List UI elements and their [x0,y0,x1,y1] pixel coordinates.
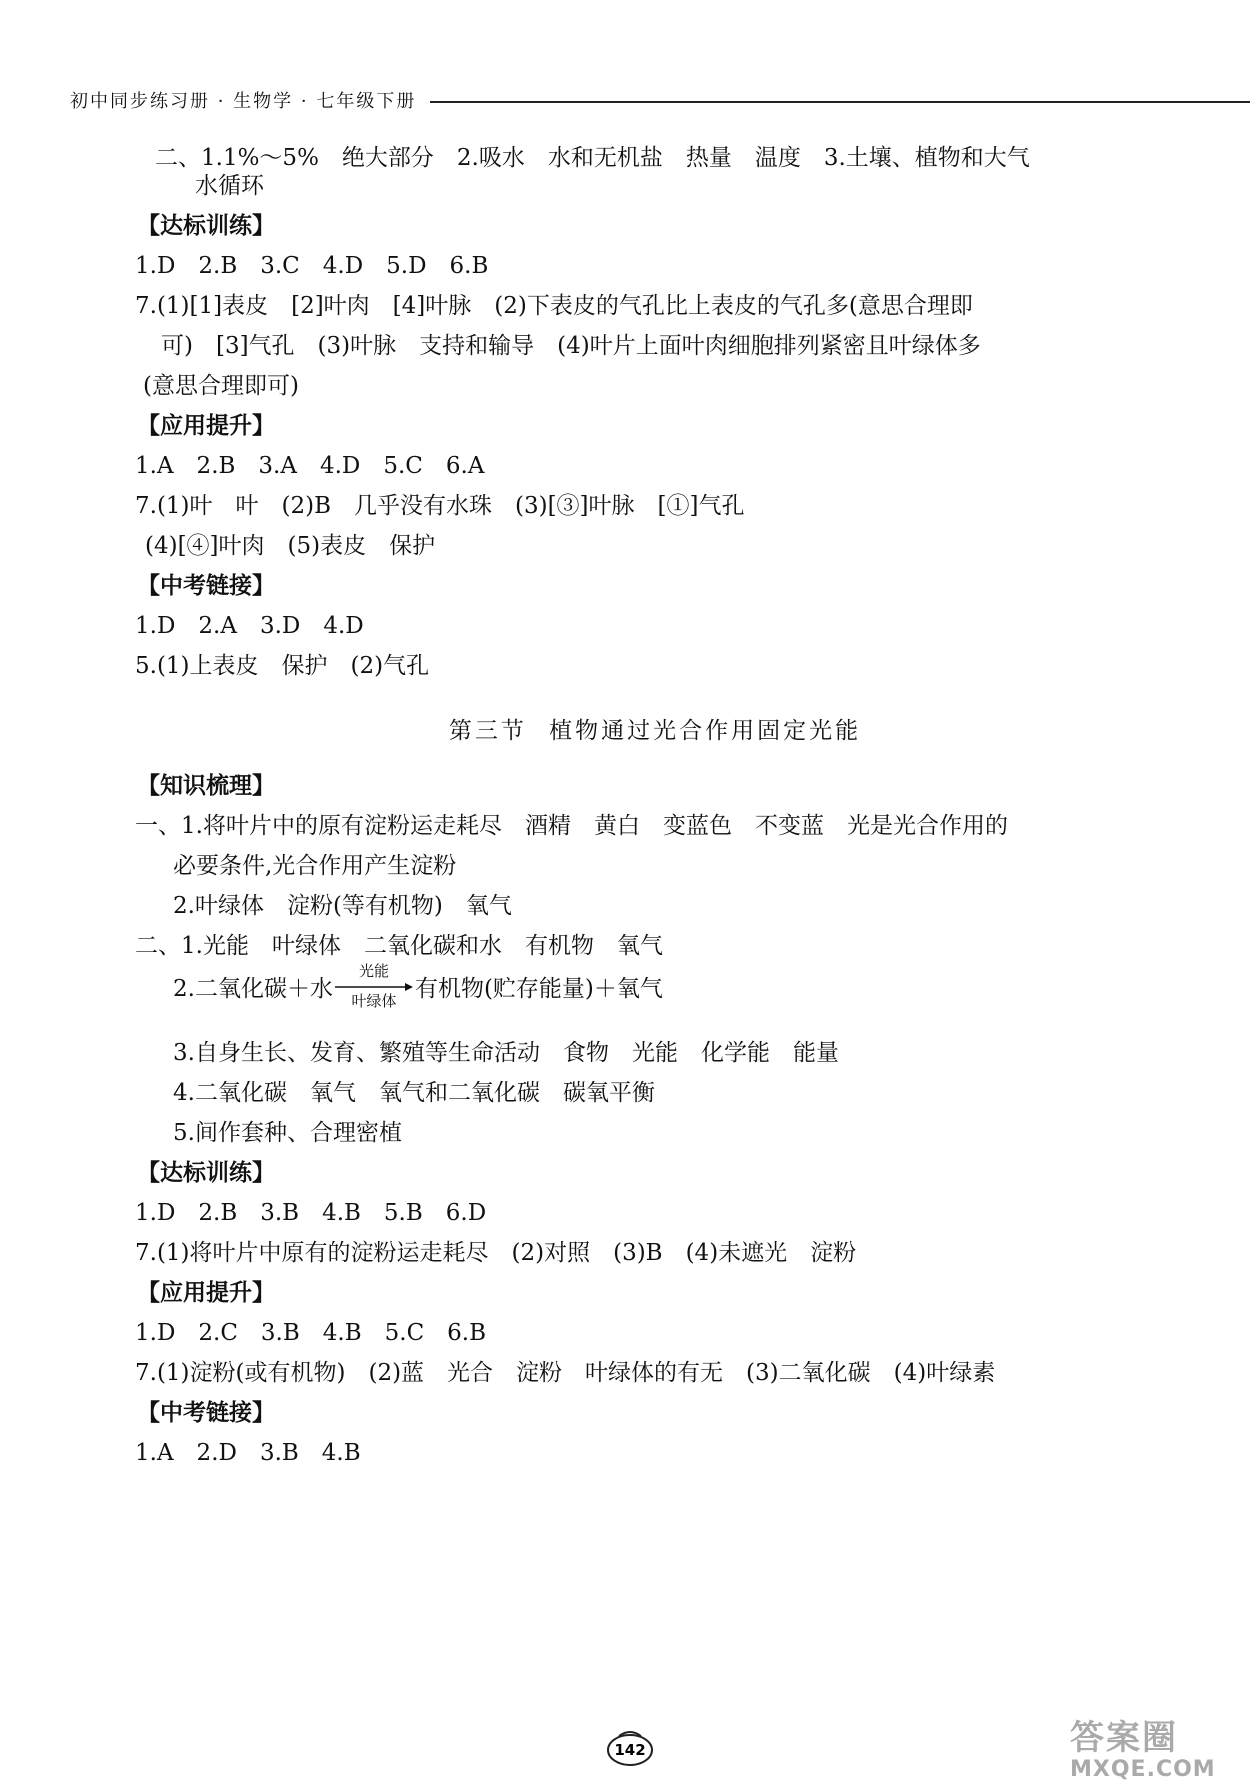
answer-line: 可) [3]气孔 (3)叶脉 支持和输导 (4)叶片上面叶肉细胞排列紧密且叶绿体多 [161,333,981,359]
section-heading: 【中考链接】 [137,1399,275,1426]
section-heading: 【达标训练】 [137,1159,275,1186]
page-number: 142 [614,1741,646,1759]
answer-line: 5.(1)上表皮 保护 (2)气孔 [135,653,430,679]
equation-products: 有机物(贮存能量)＋氧气 [414,975,663,1002]
watermark-url: MXQE.COM [1070,1757,1216,1782]
page-number-badge [605,1730,655,1768]
answer-line: 水循环 [195,173,264,199]
answer-line: (4)[④]叶肉 (5)表皮 保护 [145,533,436,559]
answer-line: 1.A 2.B 3.A 4.D 5.C 6.A [135,453,485,479]
answer-line: 4.二氧化碳 氧气 氧气和二氧化碳 碳氧平衡 [173,1080,655,1106]
section-heading: 【知识梳理】 [137,772,275,799]
answer-line: 二、1.光能 叶绿体 二氧化碳和水 有机物 氧气 [135,933,663,959]
answer-line: 5.间作套种、合理密植 [173,1120,402,1146]
equation-reactants: 2.二氧化碳＋水 [173,975,333,1002]
answer-line: 必要条件,光合作用产生淀粉 [173,853,457,879]
answer-line: 1.D 2.B 3.C 4.D 5.D 6.B [135,253,489,279]
answer-line: 1.D 2.B 3.B 4.B 5.B 6.D [135,1200,487,1226]
section-heading: 【应用提升】 [137,1279,275,1306]
answer-line: 1.D 2.A 3.D 4.D [135,613,364,639]
arrow-condition-bottom: 叶绿体 [351,992,397,1010]
answer-line: (意思合理即可) [143,373,299,399]
section-heading: 【应用提升】 [137,412,275,439]
answer-line: 7.(1)将叶片中原有的淀粉运走耗尽 (2)对照 (3)B (4)未遮光 淀粉 [135,1240,857,1266]
answer-line: 1.D 2.C 3.B 4.B 5.C 6.B [135,1320,487,1346]
book-title: 初中同步练习册 · 生物学 · 七年级下册 [70,91,417,112]
section-heading: 【中考链接】 [137,572,275,599]
answer-line: 一、1.将叶片中的原有淀粉运走耗尽 酒精 黄白 变蓝色 不变蓝 光是光合作用的 [135,813,1008,839]
answer-line: 1.A 2.D 3.B 4.B [135,1440,361,1466]
answer-line: 3.自身生长、发育、繁殖等生命活动 食物 光能 化学能 能量 [173,1040,839,1066]
section-heading: 【达标训练】 [137,212,275,239]
answer-line: 7.(1)淀粉(或有机物) (2)蓝 光合 淀粉 叶绿体的有无 (3)二氧化碳 (4)叶绿素 [135,1360,996,1386]
watermark [1070,1718,1245,1788]
arrow-condition-top: 光能 [358,962,389,980]
section-title [155,712,1155,745]
page-header [70,80,1250,120]
photosynthesis-equation [173,962,663,1010]
answer-line: 二、1.1%～5% 绝大部分 2.吸水 水和无机盐 热量 温度 3.土壤、植物和大气 [155,145,1030,171]
answer-line: 7.(1)[1]表皮 [2]叶肉 [4]叶脉 (2)下表皮的气孔比上表皮的气孔多(意思合理即 [135,293,973,319]
section-name: 植物通过光合作用固定光能 [549,718,862,744]
header-rule [430,101,1250,103]
answer-line: 7.(1)叶 叶 (2)B 几乎没有水珠 (3)[③]叶脉 [①]气孔 [135,493,745,519]
answer-line: 2.叶绿体 淀粉(等有机物) 氧气 [173,893,512,919]
reaction-arrow [335,962,413,1010]
section-number: 第三节 [448,718,527,744]
arrow-icon [335,982,413,992]
watermark-logo: 答案圈 [1070,1718,1178,1758]
